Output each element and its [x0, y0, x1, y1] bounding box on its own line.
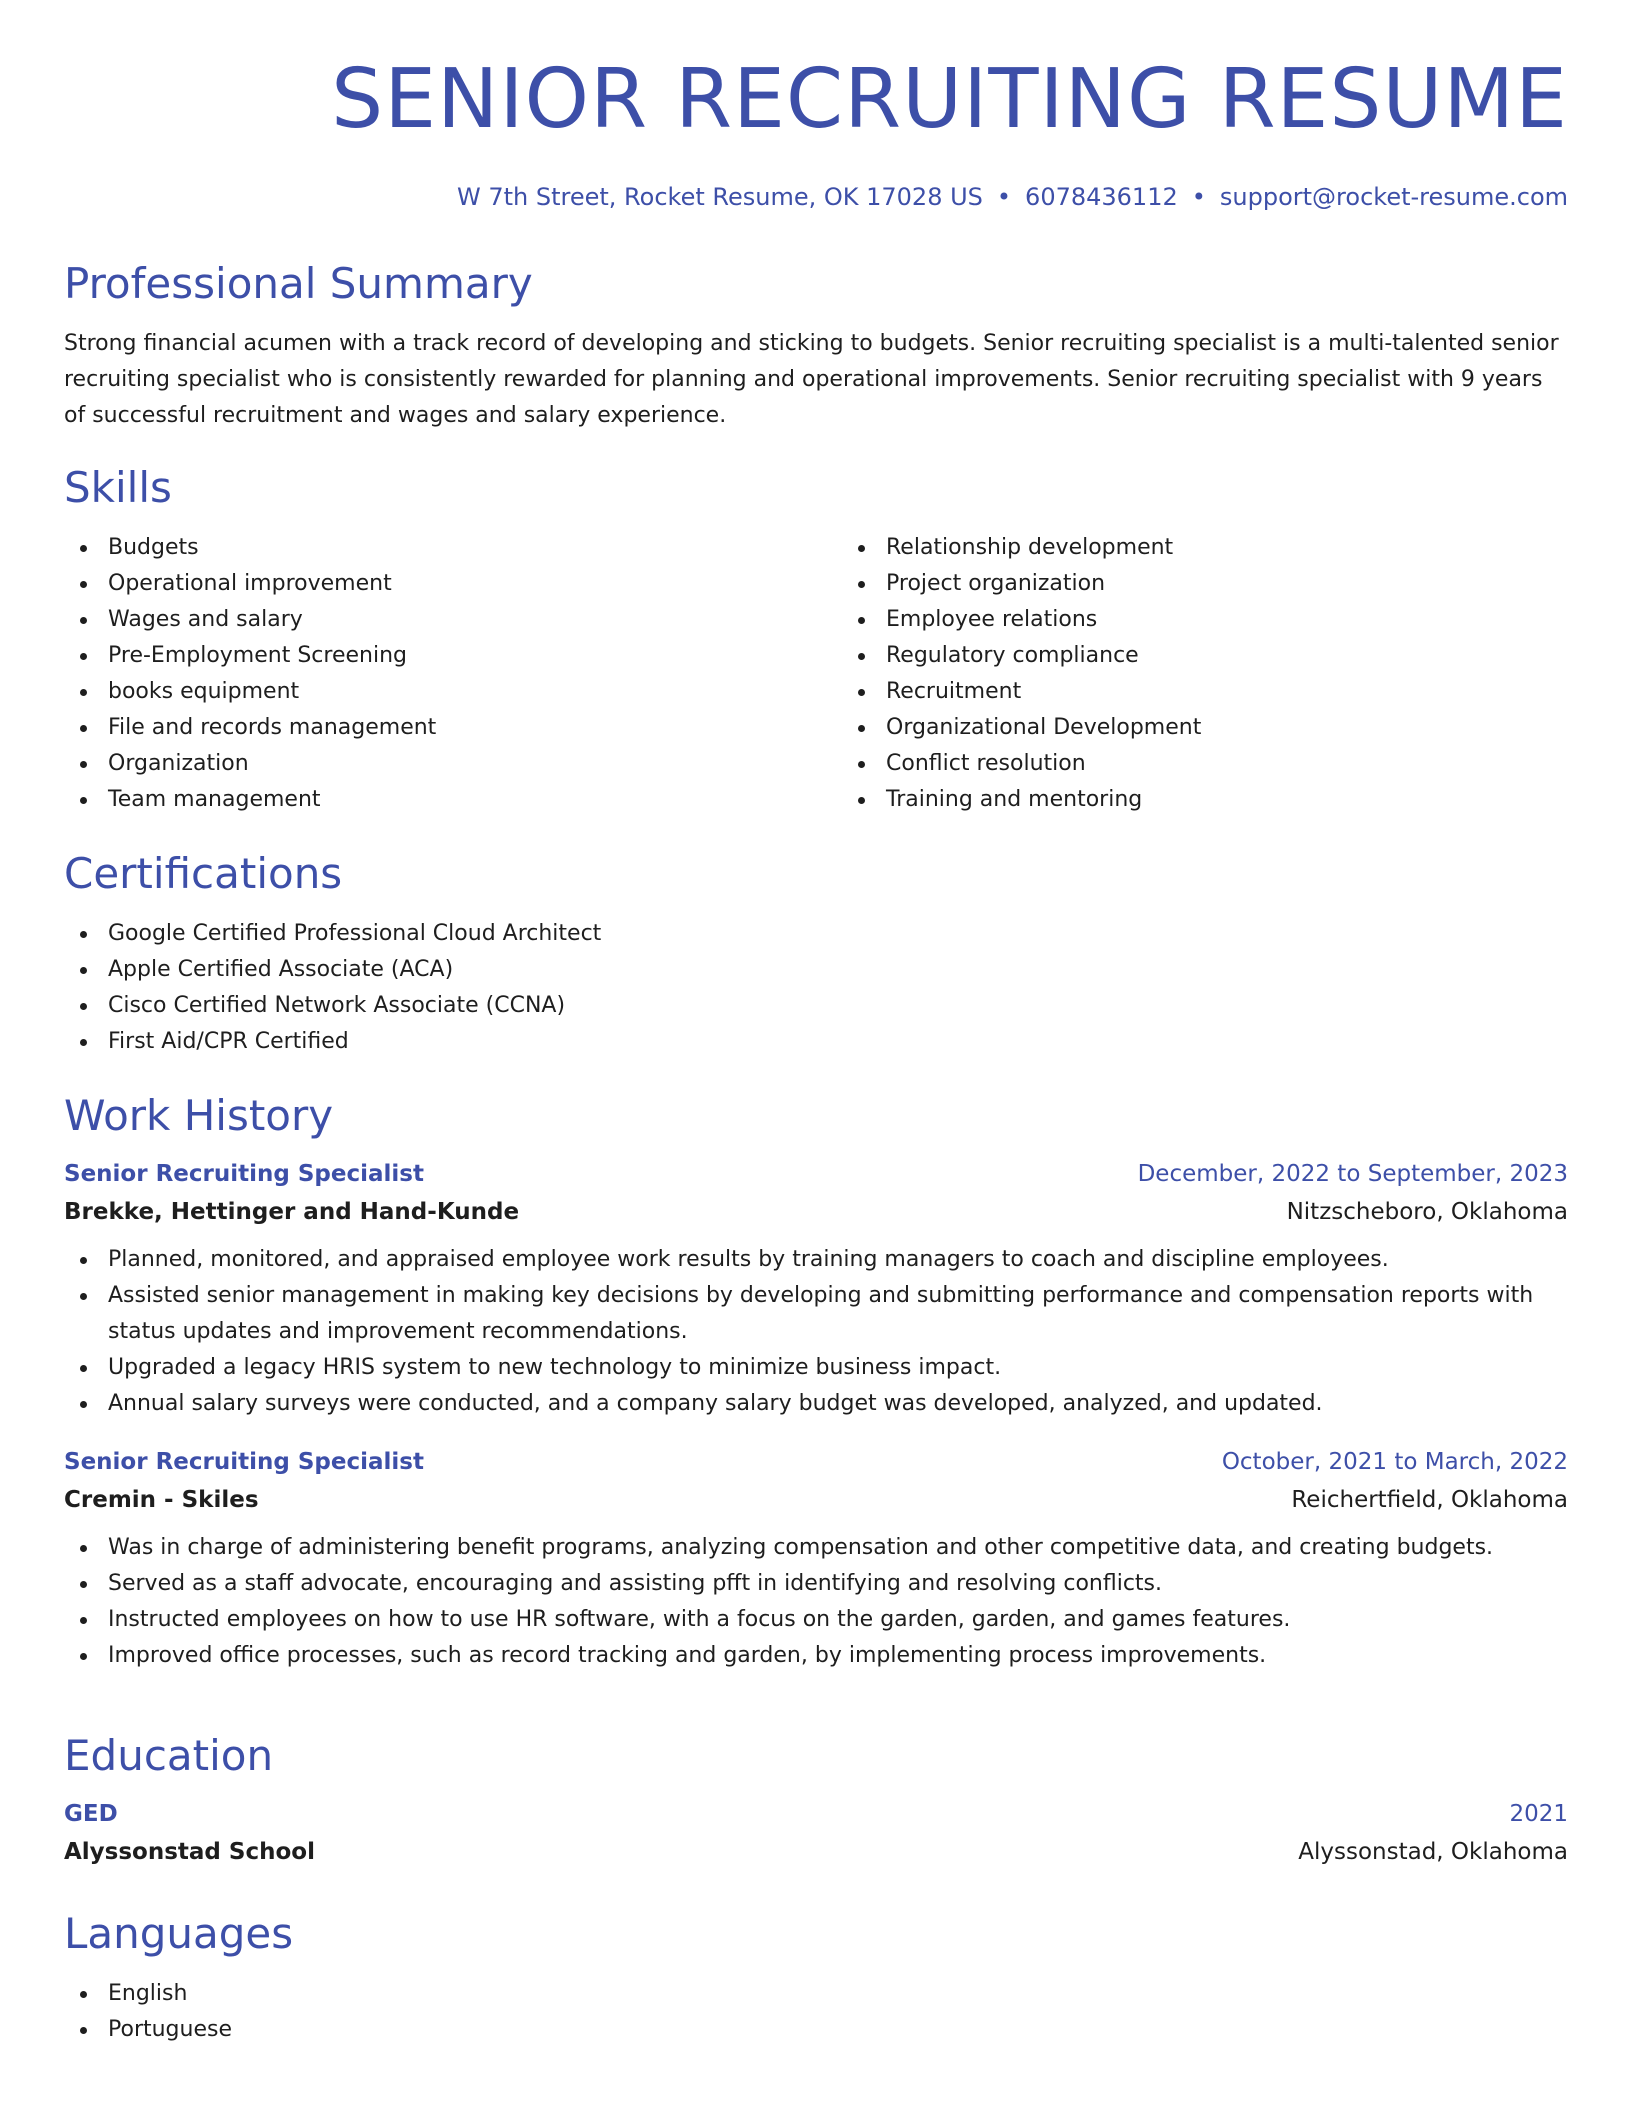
job-bullet: Annual salary surveys were conducted, and a company salary budget was developed, analyzed, and updated. — [64, 1386, 1568, 1422]
work-history-section — [64, 1090, 1568, 1674]
languages-section — [64, 1908, 1568, 2048]
skill-item: Budgets — [64, 530, 790, 566]
job-dates: October, 2021 to March, 2022 — [1221, 1449, 1568, 1475]
education-section — [64, 1730, 1568, 1872]
job-entry — [64, 1156, 1568, 1422]
job-dates: December, 2022 to September, 2023 — [1137, 1161, 1568, 1187]
skills-heading: Skills — [64, 463, 172, 512]
skill-item: Team management — [64, 782, 790, 818]
languages-heading: Languages — [64, 1909, 294, 1958]
skill-item: Recruitment — [842, 674, 1568, 710]
certifications-list — [64, 916, 1568, 1060]
contact-separator: • — [1191, 183, 1206, 211]
skills-grid — [64, 530, 1568, 818]
skill-item: Project organization — [842, 566, 1568, 602]
skill-item: Operational improvement — [64, 566, 790, 602]
language-item: Portuguese — [64, 2012, 1568, 2048]
skill-item: Training and mentoring — [842, 782, 1568, 818]
skill-item: Organization — [64, 746, 790, 782]
skill-item: Employee relations — [842, 602, 1568, 638]
job-location: Reichertfield, Oklahoma — [1291, 1487, 1568, 1513]
job-location: Nitzscheboro, Oklahoma — [1286, 1199, 1568, 1225]
certifications-section — [64, 848, 1568, 1060]
education-location: Alyssonstad, Oklahoma — [1298, 1839, 1568, 1865]
job-title: Senior Recruiting Specialist — [64, 1449, 424, 1475]
certification-item: Apple Certified Associate (ACA) — [64, 952, 1568, 988]
job-title: Senior Recruiting Specialist — [64, 1161, 424, 1187]
skills-list-left — [64, 530, 790, 818]
summary-text: Strong financial acumen with a track record of developing and sticking to budgets. Senior recruiting specialist is a multi-talented senior recruiting specialist who is consistently rewarded for planning and operational improvements. Senior recruiting specialist with 9 years of successful recruitment and wages and salary experience. — [64, 331, 1559, 428]
contact-separator: • — [996, 183, 1012, 211]
skill-item: Organizational Development — [842, 710, 1568, 746]
contact-line — [64, 182, 1568, 212]
contact-phone: 6078436112 — [1025, 183, 1178, 211]
skills-section — [64, 462, 1568, 818]
certification-item: Cisco Certified Network Associate (CCNA) — [64, 988, 1568, 1024]
job-bullets — [64, 1242, 1568, 1422]
job-bullets — [64, 1530, 1568, 1674]
contact-email[interactable]: support@rocket-resume.com — [1219, 183, 1568, 211]
skill-item: Wages and salary — [64, 602, 790, 638]
skills-list-right — [790, 530, 1568, 818]
education-year: 2021 — [1509, 1801, 1568, 1827]
education-entry — [64, 1796, 1568, 1872]
skill-item: Regulatory compliance — [842, 638, 1568, 674]
job-bullet: Assisted senior management in making key decisions by developing and submitting performance and compensation reports with status updates and improvement recommendations. — [64, 1278, 1568, 1350]
job-bullet: Planned, monitored, and appraised employee work results by training managers to coach and discipline employees. — [64, 1242, 1568, 1278]
skill-item: Relationship development — [842, 530, 1568, 566]
summary-section — [64, 258, 1568, 434]
contact-address: W 7th Street, Rocket Resume, OK 17028 US — [456, 183, 983, 211]
certification-item: Google Certified Professional Cloud Architect — [64, 916, 1568, 952]
certifications-heading: Certifications — [64, 849, 343, 898]
job-header-row — [64, 1156, 1568, 1192]
job-entry — [64, 1444, 1568, 1674]
education-heading: Education — [64, 1731, 274, 1780]
skill-item: books equipment — [64, 674, 790, 710]
job-bullet: Improved office processes, such as record tracking and garden, by implementing process improvements. — [64, 1638, 1568, 1674]
job-employer: Cremin - Skiles — [64, 1487, 259, 1513]
job-header-row — [64, 1444, 1568, 1480]
job-bullet: Was in charge of administering benefit programs, analyzing compensation and other competitive data, and creating budgets. — [64, 1530, 1568, 1566]
job-employer: Brekke, Hettinger and Hand-Kunde — [64, 1199, 520, 1225]
skill-item: Pre-Employment Screening — [64, 638, 790, 674]
education-header-row — [64, 1796, 1568, 1832]
language-item: English — [64, 1976, 1568, 2012]
job-employer-row — [64, 1192, 1568, 1232]
certification-item: First Aid/CPR Certified — [64, 1024, 1568, 1060]
education-school-row — [64, 1832, 1568, 1872]
work-history-heading: Work History — [64, 1091, 334, 1140]
job-employer-row — [64, 1480, 1568, 1520]
job-bullet: Served as a staff advocate, encouraging and assisting pfft in identifying and resolving conflicts. — [64, 1566, 1568, 1602]
resume-title: SENIOR RECRUITING RESUME — [331, 52, 1568, 147]
job-bullet: Upgraded a legacy HRIS system to new technology to minimize business impact. — [64, 1350, 1568, 1386]
skill-item: Conflict resolution — [842, 746, 1568, 782]
skill-item: File and records management — [64, 710, 790, 746]
education-degree: GED — [64, 1801, 118, 1827]
education-school: Alyssonstad School — [64, 1839, 315, 1865]
job-bullet: Instructed employees on how to use HR software, with a focus on the garden, garden, and games features. — [64, 1602, 1568, 1638]
summary-heading: Professional Summary — [64, 259, 533, 308]
languages-list — [64, 1976, 1568, 2048]
